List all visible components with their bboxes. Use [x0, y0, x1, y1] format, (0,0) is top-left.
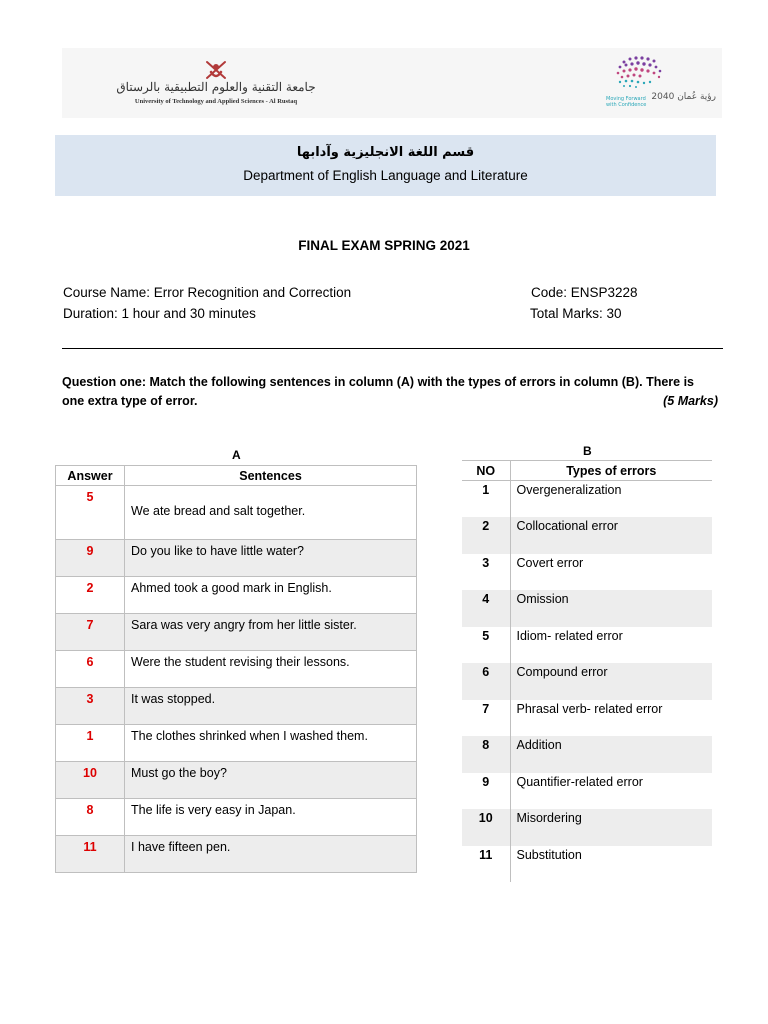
divider	[62, 348, 723, 349]
sentence-cell: It was stopped.	[125, 688, 417, 725]
question-one	[62, 373, 718, 411]
table-row	[462, 736, 712, 773]
question-marks: (5 Marks)	[663, 394, 718, 408]
answer-cell: 10	[56, 762, 125, 799]
table-row	[462, 590, 712, 627]
sentence-cell: Ahmed took a good mark in English.	[125, 577, 417, 614]
table-row	[56, 725, 417, 762]
department-box	[55, 135, 716, 196]
error-type-cell: Compound error	[510, 663, 712, 700]
oman-vision-logo	[584, 52, 718, 116]
error-number-cell: 11	[462, 846, 510, 883]
answer-cell: 8	[56, 799, 125, 836]
table-row	[56, 614, 417, 651]
answer-cell: 2	[56, 577, 125, 614]
department-name-english: Department of English Language and Literature	[243, 168, 528, 183]
error-type-cell: Quantifier-related error	[516, 774, 643, 789]
total-marks: Total Marks: 30	[530, 306, 622, 321]
vision-dots-icon	[584, 52, 718, 116]
error-number-cell: 2	[462, 517, 510, 554]
department-name-arabic: قسم اللغة الانجليزية وآدابها	[296, 145, 475, 160]
course-name: Course Name: Error Recognition and Correction	[63, 285, 352, 300]
sentence-cell: The life is very easy in Japan.	[125, 799, 417, 836]
table-row	[462, 846, 712, 883]
table-row	[56, 540, 417, 577]
table-row	[462, 700, 712, 737]
error-number-cell: 7	[462, 700, 510, 737]
course-code: Code: ENSP3228	[531, 285, 638, 300]
oman-vision-arabic: رؤية عُمان 2040	[651, 92, 716, 102]
answer-header: Answer	[56, 466, 125, 486]
university-name-arabic: جامعة التقنية والعلوم التطبيقية بالرستاق	[116, 80, 316, 94]
table-row	[56, 836, 417, 873]
table-row	[56, 577, 417, 614]
sentence-cell: Sara was very angry from her little sister.	[125, 614, 417, 651]
answer-cell: 3	[56, 688, 125, 725]
course-duration: Duration: 1 hour and 30 minutes	[63, 306, 256, 321]
svg-text:with Confidence: with Confidence	[606, 102, 647, 108]
table-row	[462, 627, 712, 664]
error-type-cell: Misordering	[510, 809, 712, 846]
error-number-cell: 1	[462, 481, 510, 518]
table-a	[55, 465, 417, 873]
table-b	[462, 460, 712, 882]
no-header: NO	[462, 461, 510, 481]
sentence-cell: The clothes shrinked when I washed them.	[125, 725, 417, 762]
answer-cell: 6	[56, 651, 125, 688]
column-a-label: A	[232, 448, 241, 462]
sentence-cell: Must go the boy?	[125, 762, 417, 799]
table-row	[56, 762, 417, 799]
sentence-cell: I have fifteen pen.	[125, 836, 417, 873]
sentence-cell: We ate bread and salt together.	[125, 486, 417, 540]
error-type-cell: Covert error	[516, 555, 584, 570]
table-row	[56, 651, 417, 688]
answer-cell: 9	[56, 540, 125, 577]
emblem-icon	[96, 58, 336, 82]
answer-cell: 11	[56, 836, 125, 873]
answer-cell: 7	[56, 614, 125, 651]
error-type-cell: Omission	[510, 590, 712, 627]
sentence-cell: Were the student revising their lessons.	[125, 651, 417, 688]
answer-cell: 5	[56, 486, 125, 540]
table-row	[462, 481, 712, 518]
svg-text:Moving Forward: Moving Forward	[606, 96, 646, 102]
error-number-cell: 4	[462, 590, 510, 627]
error-type-cell: Idiom- related error	[516, 628, 623, 643]
error-type-cell: Collocational error	[510, 517, 712, 554]
column-b-label: B	[583, 444, 592, 458]
table-row	[462, 554, 712, 591]
table-row	[56, 688, 417, 725]
error-number-cell: 9	[462, 773, 510, 810]
table-row	[56, 486, 417, 540]
error-number-cell: 5	[462, 627, 510, 664]
table-row	[462, 663, 712, 700]
university-name-english: University of Technology and Applied Sciences - Al Rustaq	[134, 98, 298, 105]
error-type-cell: Overgeneralization	[516, 483, 622, 497]
types-header: Types of errors	[510, 461, 712, 481]
university-logo	[96, 58, 336, 110]
sentence-cell: Do you like to have little water?	[125, 540, 417, 577]
error-type-cell: Substitution	[516, 847, 582, 862]
error-number-cell: 3	[462, 554, 510, 591]
error-type-cell: Phrasal verb- related error	[516, 701, 663, 716]
error-number-cell: 8	[462, 736, 510, 773]
answer-cell: 1	[56, 725, 125, 762]
table-row	[56, 799, 417, 836]
error-number-cell: 10	[462, 809, 510, 846]
table-row	[462, 809, 712, 846]
question-text: Question one: Match the following sentences in column (A) with the types of errors in column (B). There is one extra type of error.	[62, 375, 695, 408]
exam-title: FINAL EXAM SPRING 2021	[298, 238, 470, 253]
table-row	[462, 773, 712, 810]
sentences-header: Sentences	[125, 466, 417, 486]
error-number-cell: 6	[462, 663, 510, 700]
error-type-cell: Addition	[510, 736, 712, 773]
table-row	[462, 517, 712, 554]
